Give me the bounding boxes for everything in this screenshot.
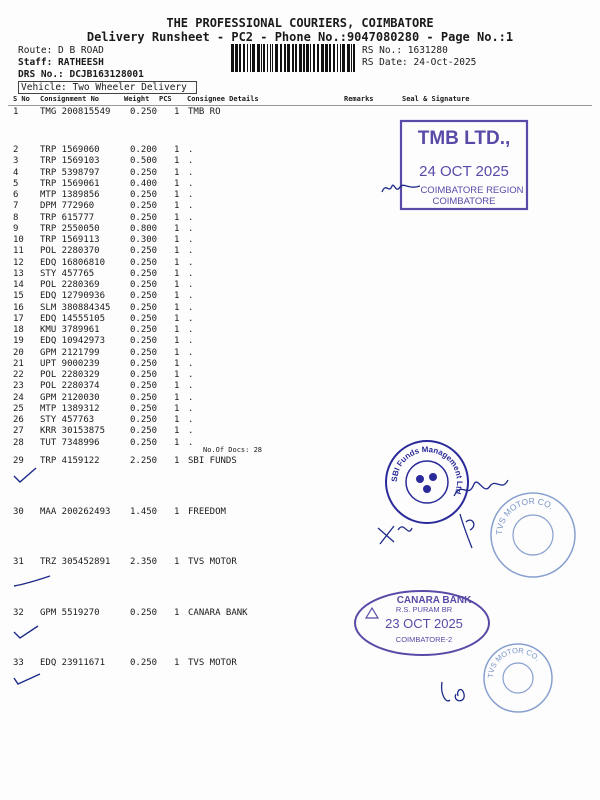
row-consignee: TVS MOTOR: [188, 658, 237, 668]
row-pcs: 1: [174, 190, 180, 200]
row-consignee: .: [188, 302, 194, 313]
row-weight: 0.250: [130, 325, 158, 335]
tick-mark-31: [12, 574, 52, 588]
row-sno: 2: [13, 145, 19, 155]
barcode-bar: [270, 44, 271, 72]
drs-number: DRS No.: DCJB163128001: [18, 69, 144, 80]
row-consignment: TRP 4159122: [40, 456, 100, 466]
row-weight: 0.250: [130, 415, 158, 425]
col-header-consignee: Consignee Details: [187, 95, 259, 103]
row-pcs: 1: [174, 107, 180, 117]
row-pcs: 1: [174, 156, 180, 167]
barcode-bar: [303, 44, 305, 72]
row-consignee: .: [188, 145, 194, 155]
row-consignee: .: [188, 235, 194, 245]
row-pcs: 1: [174, 257, 180, 268]
row-consignee: FREEDOM: [188, 507, 226, 517]
row-weight: 0.250: [130, 280, 158, 290]
vehicle-box: Vehicle: Two Wheeler Delivery: [18, 81, 197, 94]
row-sno: 28: [13, 437, 24, 448]
row-consignee: .: [188, 223, 194, 234]
tvs-signature: [436, 672, 486, 710]
row-weight: 0.250: [130, 381, 158, 392]
row-pcs: 1: [174, 336, 180, 347]
row-consignee: .: [188, 370, 194, 380]
row-consignee: .: [188, 156, 194, 167]
canara-stamp-date: 23 OCT 2025: [385, 616, 463, 631]
row-consignment: TUT 7348996: [40, 437, 100, 448]
barcode-bar: [267, 44, 268, 72]
col-header-seal: Seal & Signature: [402, 95, 470, 103]
table-row: [0, 348, 600, 359]
row-consignment: TRP 1569103: [40, 156, 100, 167]
row-consignee: SBI FUNDS: [188, 456, 237, 466]
row-consignee: .: [188, 358, 194, 369]
row-sno: 6: [13, 190, 19, 200]
table-row: [0, 258, 600, 269]
row-weight: 0.250: [130, 392, 158, 403]
row-weight: 0.500: [130, 156, 158, 167]
row-weight: 0.250: [130, 212, 158, 223]
row-consignment: TRP 1569113: [40, 235, 100, 245]
row-consignment: UPT 9000239: [40, 358, 100, 369]
row-sno: 29: [13, 456, 24, 466]
row-consignee: .: [188, 437, 194, 448]
row-consignee: CANARA BANK: [188, 608, 248, 618]
table-row: [0, 381, 600, 392]
row-consignee: .: [188, 403, 194, 414]
document-count: No.Of Docs: 28: [203, 446, 263, 454]
rs-date: RS Date: 24-Oct-2025: [362, 57, 477, 68]
row-sno: 31: [13, 557, 24, 567]
row-pcs: 1: [174, 437, 180, 448]
row-sno: 27: [13, 426, 24, 437]
row-weight: 0.250: [130, 190, 158, 200]
row-pcs: 1: [174, 403, 180, 414]
row-sno: 12: [13, 257, 24, 268]
row-consignee: .: [188, 268, 194, 279]
row-consignee: .: [188, 347, 194, 358]
tmb-stamp-name: TMB LTD.,: [417, 128, 511, 149]
row-sno: 15: [13, 291, 24, 302]
row-pcs: 1: [174, 167, 180, 178]
row-pcs: 1: [174, 201, 180, 212]
table-row: [0, 303, 600, 314]
row-consignee: .: [188, 415, 194, 425]
barcode-bar: [306, 44, 309, 72]
barcode-bar: [347, 44, 350, 72]
row-sno: 24: [13, 392, 24, 403]
table-row: [0, 246, 600, 257]
table-row: [0, 370, 600, 381]
barcode-bar: [353, 44, 355, 72]
row-pcs: 1: [174, 145, 180, 155]
barcode-bar: [317, 44, 319, 72]
row-pcs: 1: [174, 302, 180, 313]
row-pcs: 1: [174, 415, 180, 425]
row-sno: 20: [13, 347, 24, 358]
table-row: [0, 107, 600, 118]
row-pcs: 1: [174, 392, 180, 403]
row-consignee: .: [188, 325, 194, 335]
barcode-bar: [280, 44, 282, 72]
tick-mark-29: [12, 466, 38, 484]
row-pcs: 1: [174, 212, 180, 223]
table-row: [0, 456, 600, 467]
row-sno: 33: [13, 658, 24, 668]
col-header-remarks: Remarks: [344, 95, 374, 103]
barcode-bar: [287, 44, 290, 72]
row-weight: 0.250: [130, 313, 158, 324]
tvs-stamp-1-text: TVS MOTOR CO.: [493, 495, 556, 536]
col-header-pcs: PCS: [159, 95, 172, 103]
row-sno: 11: [13, 246, 24, 257]
table-row: [0, 269, 600, 280]
row-consignment: EDQ 16806810: [40, 257, 106, 268]
row-sno: 18: [13, 325, 24, 335]
row-consignment: TMG 200815549: [40, 107, 111, 117]
row-sno: 9: [13, 223, 19, 234]
table-row: [0, 291, 600, 302]
row-weight: 0.250: [130, 358, 158, 369]
barcode-bar: [252, 44, 255, 72]
row-sno: 3: [13, 156, 19, 167]
row-consignment: MTP 1389856: [40, 190, 100, 200]
row-pcs: 1: [174, 608, 180, 618]
header-divider: [8, 105, 592, 106]
row-consignee: .: [188, 178, 194, 189]
freedom-signature: [372, 508, 502, 556]
row-pcs: 1: [174, 235, 180, 245]
row-consignment: EDQ 23911671: [40, 658, 106, 668]
svg-text:TVS MOTOR CO.: [486, 646, 542, 678]
row-weight: 0.400: [130, 178, 158, 189]
row-pcs: 1: [174, 347, 180, 358]
barcode-bar: [243, 44, 245, 72]
tmb-bank-stamp: [398, 118, 530, 214]
row-sno: 1: [13, 107, 19, 117]
barcode-bar: [272, 44, 273, 72]
barcode-bar: [337, 44, 338, 72]
row-consignment: TRP 1569061: [40, 178, 100, 189]
row-consignee: .: [188, 167, 194, 178]
row-weight: 0.250: [130, 257, 158, 268]
table-row: [0, 438, 600, 449]
row-weight: 0.250: [130, 302, 158, 313]
table-row: [0, 426, 600, 437]
row-sno: 30: [13, 507, 24, 517]
row-pcs: 1: [174, 507, 180, 517]
row-weight: 0.250: [130, 426, 158, 437]
row-consignment: EDQ 14555105: [40, 313, 106, 324]
row-consignment: GPM 2121799: [40, 347, 100, 358]
row-consignment: STY 457763: [40, 415, 95, 425]
row-weight: 0.250: [130, 246, 158, 257]
row-sno: 21: [13, 358, 24, 369]
col-header-sno: S No: [13, 95, 30, 103]
row-weight: 0.250: [130, 347, 158, 358]
row-consignment: TRP 5398797: [40, 167, 100, 178]
tmb-stamp-region: COIMBATORE REGION: [420, 185, 524, 196]
row-pcs: 1: [174, 557, 180, 567]
barcode-bar: [313, 44, 315, 72]
barcode-bar: [250, 44, 251, 72]
row-sno: 8: [13, 212, 19, 223]
table-row: [0, 404, 600, 415]
row-consignment: POL 2280329: [40, 370, 100, 380]
row-sno: 7: [13, 201, 19, 212]
row-sno: 13: [13, 268, 24, 279]
tick-mark-33: [12, 672, 42, 686]
row-consignee: .: [188, 392, 194, 403]
svg-text:TVS MOTOR CO.: [494, 496, 556, 535]
row-weight: 0.200: [130, 145, 158, 155]
row-consignment: KMU 3789961: [40, 325, 100, 335]
row-sno: 23: [13, 381, 24, 392]
row-sno: 25: [13, 403, 24, 414]
row-weight: 2.350: [130, 557, 158, 567]
row-pcs: 1: [174, 313, 180, 324]
barcode-bar: [329, 44, 331, 72]
tmb-stamp-city: COIMBATORE: [432, 196, 496, 207]
tvs-motor-stamp-2: [482, 642, 554, 714]
canara-bank-stamp: [352, 588, 492, 658]
row-sno: 26: [13, 415, 24, 425]
barcode-bar: [333, 44, 335, 72]
row-consignment: EDQ 12790936: [40, 291, 106, 302]
col-header-consignment: Consignment No: [40, 95, 100, 103]
row-weight: 0.300: [130, 235, 158, 245]
row-weight: 1.450: [130, 507, 158, 517]
row-consignment: POL 2280374: [40, 381, 100, 392]
row-pcs: 1: [174, 246, 180, 257]
row-consignee: .: [188, 336, 194, 347]
row-consignee: .: [188, 381, 194, 392]
row-pcs: 1: [174, 658, 180, 668]
row-weight: 2.250: [130, 456, 158, 466]
barcode-bar: [263, 44, 265, 72]
barcode-bar: [235, 44, 238, 72]
row-sno: 14: [13, 280, 24, 290]
table-row: [0, 314, 600, 325]
barcode-bar: [299, 44, 302, 72]
row-pcs: 1: [174, 178, 180, 189]
row-consignment: POL 2280369: [40, 280, 100, 290]
barcode-bar: [239, 44, 241, 72]
row-weight: 0.250: [130, 608, 158, 618]
row-consignment: TRP 615777: [40, 212, 95, 223]
row-weight: 0.250: [130, 268, 158, 279]
barcode-bar: [275, 44, 278, 72]
tmb-stamp-date: 24 OCT 2025: [419, 163, 509, 180]
row-weight: 0.800: [130, 223, 158, 234]
row-pcs: 1: [174, 325, 180, 335]
row-pcs: 1: [174, 370, 180, 380]
table-row: [0, 415, 600, 426]
row-weight: 0.250: [130, 370, 158, 380]
barcode-bar: [295, 44, 297, 72]
row-consignee: .: [188, 313, 194, 324]
barcode-bar: [257, 44, 260, 72]
row-consignment: TRP 1569060: [40, 145, 100, 155]
row-consignee: .: [188, 201, 194, 212]
row-pcs: 1: [174, 280, 180, 290]
barcode-bar: [310, 44, 311, 72]
barcode-bar: [351, 44, 352, 72]
staff-label: Staff: RATHEESH: [18, 57, 104, 68]
row-consignment: TRZ 305452891: [40, 557, 111, 567]
row-consignee: TMB RO: [188, 107, 221, 117]
row-weight: 0.250: [130, 167, 158, 178]
canara-stamp-branch: R.S. PURAM BR: [395, 605, 453, 614]
row-consignee: .: [188, 291, 194, 302]
row-weight: 0.250: [130, 437, 158, 448]
row-consignee: .: [188, 246, 194, 257]
row-sno: 5: [13, 178, 19, 189]
row-weight: 0.250: [130, 336, 158, 347]
tmb-signature: [380, 178, 425, 198]
table-row: [0, 336, 600, 347]
row-consignment: SLM 380884345: [40, 302, 111, 313]
barcode-bar: [247, 44, 248, 72]
barcode-image: [231, 44, 357, 72]
barcode-bar: [292, 44, 294, 72]
row-weight: 0.250: [130, 403, 158, 414]
table-row: [0, 280, 600, 291]
row-sno: 22: [13, 370, 24, 380]
row-consignment: DPM 772960: [40, 201, 95, 212]
barcode-bar: [342, 44, 345, 72]
canara-stamp-title: CANARA BANK: [396, 595, 472, 606]
table-row: [0, 213, 600, 224]
row-sno: 10: [13, 235, 24, 245]
row-consignment: GPM 2120030: [40, 392, 100, 403]
row-consignment: STY 457765: [40, 268, 95, 279]
barcode-bar: [340, 44, 341, 72]
col-header-weight: Weight: [124, 95, 150, 103]
table-row: [0, 393, 600, 404]
rs-number: RS No.: 1631280: [362, 45, 448, 56]
row-consignee: TVS MOTOR: [188, 557, 237, 567]
runsheet-subtitle: Delivery Runsheet - PC2 - Phone No.:9047080280 - Page No.:1: [86, 30, 514, 44]
sbi-stamp-text: SBI Funds Management Ltd: [389, 444, 465, 496]
barcode-bar: [231, 44, 234, 72]
table-row: [0, 359, 600, 370]
table-row: [0, 325, 600, 336]
tvs-stamp-2-text: TVS MOTOR CO.: [485, 645, 542, 679]
row-sno: 16: [13, 302, 24, 313]
row-pcs: 1: [174, 268, 180, 279]
row-pcs: 1: [174, 381, 180, 392]
row-consignee: .: [188, 212, 194, 223]
row-sno: 4: [13, 167, 19, 178]
barcode-bar: [325, 44, 328, 72]
row-pcs: 1: [174, 426, 180, 437]
row-pcs: 1: [174, 291, 180, 302]
row-pcs: 1: [174, 456, 180, 466]
row-weight: 0.250: [130, 201, 158, 212]
row-consignment: GPM 5519270: [40, 608, 100, 618]
row-consignment: KRR 30153875: [40, 426, 106, 437]
row-pcs: 1: [174, 223, 180, 234]
row-consignment: POL 2280370: [40, 246, 100, 257]
barcode-bar: [261, 44, 262, 72]
row-consignee: .: [188, 257, 194, 268]
barcode-bar: [321, 44, 324, 72]
row-sno: 32: [13, 608, 24, 618]
row-sno: 19: [13, 336, 24, 347]
tick-mark-32: [12, 624, 40, 640]
company-title: THE PROFESSIONAL COURIERS, COIMBATORE: [166, 16, 434, 30]
row-consignment: TRP 2550050: [40, 223, 100, 234]
row-consignment: MTP 1389312: [40, 403, 100, 414]
row-weight: 0.250: [130, 107, 158, 117]
table-row: [0, 235, 600, 246]
row-consignee: .: [188, 426, 194, 437]
barcode-bar: [284, 44, 286, 72]
row-consignee: .: [188, 280, 194, 290]
route-label: Route: D B ROAD: [18, 45, 104, 56]
row-sno: 17: [13, 313, 24, 324]
row-consignee: .: [188, 190, 194, 200]
row-pcs: 1: [174, 358, 180, 369]
canara-stamp-city: COIMBATORE-2: [395, 635, 453, 644]
table-row: [0, 224, 600, 235]
row-consignment: EDQ 10942973: [40, 336, 106, 347]
row-weight: 0.250: [130, 291, 158, 302]
row-weight: 0.250: [130, 658, 158, 668]
row-consignment: MAA 200262493: [40, 507, 111, 517]
table-row: [0, 608, 600, 619]
